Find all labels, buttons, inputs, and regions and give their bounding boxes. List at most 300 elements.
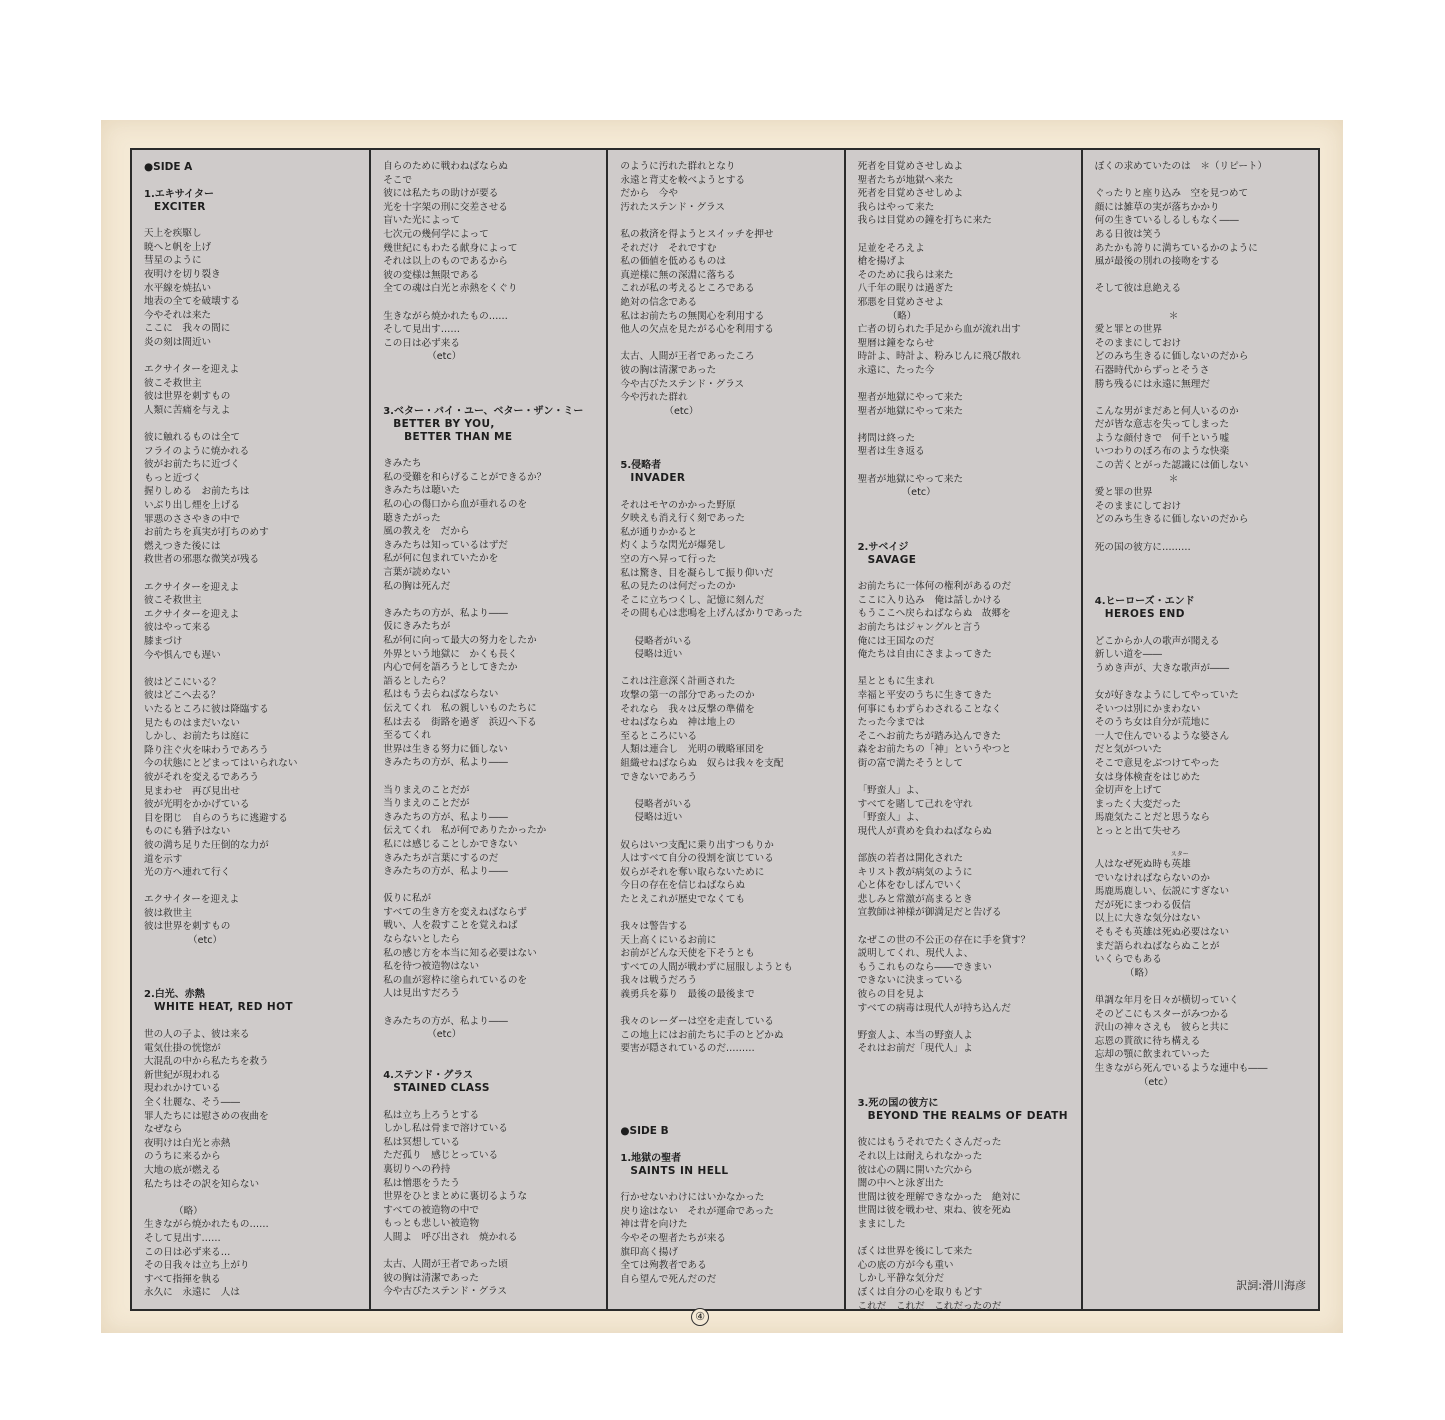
lyric-line: すべての人間が戦わずに屈服しようとも xyxy=(620,961,793,973)
lyric-line: 俺たちは自由にさまよってきた xyxy=(857,649,992,661)
lyric-line: もっとも悲しい被造物 xyxy=(383,1218,480,1230)
lyric-line: 彼はやって来る xyxy=(144,622,212,634)
lyric-line: 彼はどこにいる？ xyxy=(144,676,221,688)
song-title-english: BETTER BY YOU, xyxy=(393,417,495,430)
lyric-line: 組織せねばならぬ 奴らは我々を支配 xyxy=(620,757,784,769)
lyric-line: エクサイターを迎えよ xyxy=(144,608,240,620)
song-title-japanese: 4.ステンド・グラス xyxy=(383,1070,473,1081)
lyric-line: 暁へと帆を上げ xyxy=(144,241,212,253)
lyric-line: ものにも猶予はない xyxy=(144,826,231,838)
lyric-line: 救世者の邪悪な微笑が残る xyxy=(144,554,260,566)
lyric-line: 内心で何を語ろうとしてきたか xyxy=(383,662,518,674)
lyric-line: 単調な年月を日々が横切っていく xyxy=(1094,995,1239,1007)
lyric-line: キリスト教が病気のように xyxy=(857,866,973,878)
lyric-line: 彼には私たちの助けが要る xyxy=(383,188,499,200)
lyric-line: 他人の欠点を見たがる心を利用する xyxy=(620,324,774,336)
lyric-line: しかし私は骨まで溶けている xyxy=(383,1123,508,1135)
lyric-line: そこで意見をぶつけてやった xyxy=(1094,757,1220,769)
lyric-line: お前たちを真実が打ちのめす xyxy=(144,527,269,539)
lyric-line: 馬鹿気たことだと思うなら xyxy=(1094,812,1210,824)
song-title-english: BETTER THAN ME xyxy=(393,430,513,443)
lyric-line: そのままにしておけ xyxy=(1094,500,1182,512)
song-title-english: STAINED CLASS xyxy=(393,1082,490,1094)
lyric-line: 彼の胸は清潔であった xyxy=(383,1272,480,1284)
lyric-line: それ以上は耐えられなかった xyxy=(857,1150,983,1162)
lyric-line: 光を十字架の刑に交差させる xyxy=(383,201,508,213)
lyric-line: 罪人たちには慰さめの夜曲を xyxy=(144,1110,269,1122)
lyric-line: そのままにしておけ xyxy=(1094,337,1182,349)
lyric-line: 彼に触れるものは全て xyxy=(144,432,240,444)
lyric-line: 人類に苦痛を与えよ xyxy=(144,404,231,416)
lyric-line: そのために我らは来た xyxy=(857,269,954,281)
side-heading: ●SIDE A xyxy=(144,161,193,173)
lyric-line: 至るてくれ xyxy=(383,730,432,742)
lyric-line: 仮にきみたちが xyxy=(383,621,451,633)
lyric-line: 地表の全てを破壊する xyxy=(144,296,240,308)
lyric-line: 宣教師は神様が御満足だと告げる xyxy=(857,907,1002,919)
lyric-line: 罪悪のささやきの中で xyxy=(144,513,240,525)
song-title-english: SAVAGE xyxy=(867,553,917,566)
lyric-line: 聖者が地獄にやって来た xyxy=(857,473,964,485)
lyric-line: ままにした xyxy=(857,1218,906,1230)
lyric-line: 人はすべて自分の役割を演じている xyxy=(620,853,774,865)
lyric-line: そもそも英雄は死ぬ必要はない xyxy=(1094,927,1230,939)
lyric-line: 全ては殉教者である xyxy=(620,1260,707,1272)
lyric-line: 人は見出すだろう xyxy=(383,988,460,1000)
lyric-line: いたるところに彼は降臨する xyxy=(144,703,269,715)
lyric-line: 侵略は近い xyxy=(634,812,683,824)
lyric-line: ここに 我々の間に xyxy=(144,323,231,335)
lyric-line: これだ これだ これだったのだ xyxy=(857,1300,1002,1309)
lyric-line: ならないとしたら xyxy=(383,934,460,946)
lyric-line: 語るとしたら？ xyxy=(383,675,451,687)
lyric-line: きみたちの方が、私より―― xyxy=(383,757,508,769)
lyric-line: だが死にまつわる仮信 xyxy=(1094,899,1191,911)
lyric-line: 今や惧んでも遅い xyxy=(144,649,221,661)
lyric-line: 私が何に向って最大の努力をしたか xyxy=(383,635,537,646)
lyric-line: 私を待つ被造物はない xyxy=(383,961,480,973)
lyric-line: まだ語られねばならぬことが xyxy=(1094,940,1220,952)
song-title-english: INVADER xyxy=(630,472,686,485)
lyric-line: だから 今や xyxy=(620,188,678,200)
lyric-line: お前たちに一体何の権利があるのだ xyxy=(857,581,1012,593)
lyric-line: 私には感じることしかできない xyxy=(383,838,518,850)
lyric-line: 私が何に包まれていたかを xyxy=(383,553,499,565)
lyric-line: 旗印高く揚げ xyxy=(620,1246,678,1258)
lyric-line: 我らは目覚めの鐘を打ちに来た xyxy=(857,215,992,227)
lyric-line: きみたちは聴いた xyxy=(383,485,460,497)
lyric-line: 聖者たちが地獄へ来た xyxy=(857,174,954,186)
song-title-japanese: 3.死の国の彼方に xyxy=(857,1097,939,1109)
lyric-line: 風の教えを だから xyxy=(383,526,470,538)
lyric-line: 戻り途はない それが運命であった xyxy=(620,1205,774,1217)
lyric-line: すべての生き方を変えねばならず xyxy=(383,906,527,918)
lyric-line: 盲いた光によって xyxy=(383,215,460,227)
lyric-line: しかし、お前たちは庭に xyxy=(144,731,250,743)
lyric-line: 世の人の子よ、彼は来る xyxy=(144,1029,250,1041)
song-title-english: WHITE HEAT, RED HOT xyxy=(154,1001,293,1014)
lyric-line: 心と体をむしばんでいく xyxy=(857,880,964,892)
lyric-line: 私は冥想している xyxy=(383,1136,460,1148)
lyric-line: 私はもう去らねばならない xyxy=(383,689,499,701)
lyric-line: それだけ それですむ xyxy=(620,242,717,254)
lyric-line: 七次元の幾何学によって xyxy=(383,228,489,240)
lyric-line: 世界をひとまとめに裏切るような xyxy=(383,1191,528,1203)
lyric-line: そいつは別にかまわない xyxy=(1094,703,1201,715)
lyric-line: 戦い、人を殺すことを覚えねば xyxy=(383,920,518,932)
lyric-line: 彼は世界を刺すもの xyxy=(144,921,231,933)
lyric-line: （etc） xyxy=(1138,1076,1173,1088)
lyric-line: 仮りに私が xyxy=(383,893,432,905)
lyric-line: （etc） xyxy=(901,487,936,499)
lyric-line: そして見出す…… xyxy=(144,1232,221,1244)
lyric-line: この地上にはお前たちに手のとどかぬ xyxy=(620,1029,784,1041)
lyric-line: すべて指揮を執る xyxy=(144,1273,221,1285)
lyric-line: 私の価値を低めるものは xyxy=(620,256,726,268)
lyric-line: 顔には雑草の実が落ちかかり xyxy=(1094,201,1220,213)
lyric-line: 燃えつきた後には xyxy=(144,540,221,552)
lyric-line: 沢山の神々さえも 彼らと共に xyxy=(1094,1022,1230,1034)
lyric-line: のうちに来るから xyxy=(144,1151,221,1163)
lyric-line: 当りまえのことだが xyxy=(383,798,470,810)
lyrics-column-1 xyxy=(132,150,369,1309)
lyric-line: 何の生きているしるしもなく―― xyxy=(1094,215,1239,227)
lyric-line: 新しい道を―― xyxy=(1094,649,1162,661)
lyric-line: そこへお前たちが踏み込んできた xyxy=(857,730,1002,742)
lyric-line: 「野蛮人」よ、 xyxy=(857,785,925,797)
lyric-line: 生きながら死んでいるような連中も―― xyxy=(1094,1063,1268,1074)
song-title-english: EXCITER xyxy=(154,200,206,213)
ruby-annotation: スター xyxy=(1170,851,1189,859)
lyric-line: 世間は彼を理解できなかった 絶対に xyxy=(857,1191,1021,1203)
lyric-line: 人間よ 呼び出され 焼かれる xyxy=(383,1231,518,1243)
translator-credit: 訳詞:滑川海彦 xyxy=(1236,1279,1306,1292)
lyric-line: 私が通りかかると xyxy=(620,526,698,538)
lyric-line: 降り注ぐ火を味わうであろう xyxy=(144,744,269,756)
lyric-line: 私の救済を得ようとスイッチを押せ xyxy=(620,228,774,240)
lyric-line: それなら 我々は反撃の準備を xyxy=(620,703,755,715)
lyric-line: 私は驚き、目を凝らして振り仰いだ xyxy=(620,567,774,579)
lyric-line: ぼくは世界を後にして来た xyxy=(857,1246,973,1258)
lyric-line: いくらでもある xyxy=(1094,954,1162,966)
lyric-line: 彼の満ち足りた圧倒的な力が xyxy=(144,839,269,851)
lyric-line: 聖者が地獄にやって来た xyxy=(857,392,964,404)
lyric-line: 説明してくれ、現代人よ、 xyxy=(857,948,974,960)
lyric-line: 侵略者がいる xyxy=(634,635,692,647)
lyric-line: 愛と罪の世界 xyxy=(1094,487,1153,499)
lyric-line: 握りしめる お前たちは xyxy=(144,486,250,498)
lyric-line: たとえこれが歴史でなくても xyxy=(620,893,746,905)
lyric-line: 闇の中へと泳ぎ出た xyxy=(857,1178,944,1190)
song-title-japanese: 2.サベイジ xyxy=(857,541,909,553)
lyric-line: 私はお前たちの無関心を利用する xyxy=(620,310,765,322)
lyric-line: 伝えてくれ 私が何でありたかったか xyxy=(383,825,547,837)
lyric-line: 彼は心の隅に開いた穴から xyxy=(857,1164,973,1176)
lyric-line: のように汚れた群れとなり xyxy=(620,161,736,172)
lyric-line: 要害が隠されているのだ……… xyxy=(620,1043,755,1055)
lyric-line: 悲しみと常激が高まるとき xyxy=(857,893,973,905)
lyric-line: （略） xyxy=(1124,967,1154,979)
lyric-line: 膝まづけ xyxy=(144,636,183,647)
lyric-line: 聴きたがった xyxy=(383,512,441,524)
lyric-line: 私の受難を和らげることができるか？ xyxy=(383,471,547,483)
lyric-line: 一人で住んでいるような婆さん xyxy=(1094,730,1230,742)
lyric-line: 天上高くにいるお前に xyxy=(620,934,717,946)
lyric-line: （etc） xyxy=(427,1029,462,1041)
lyric-line: この苦くとがった認識には価しない xyxy=(1094,460,1249,472)
lyric-line: ぼくは自分の心を取りもどす xyxy=(857,1286,983,1298)
lyric-line: お前たちはジャングルと言う xyxy=(857,622,982,633)
lyric-line: 足並をそろえよ xyxy=(857,242,925,254)
lyric-line: 馬鹿馬鹿しい、伝説にすぎない xyxy=(1094,886,1230,898)
lyric-line: 以上に大きな気分はない xyxy=(1094,913,1201,925)
lyric-line: 今や古びたステンド・グラス xyxy=(383,1286,507,1298)
lyric-line: 我々は戦うだろう xyxy=(620,975,698,987)
lyric-line: 太古、人間が王者であったころ xyxy=(620,351,755,363)
song-title-english: BEYOND THE REALMS OF DEATH xyxy=(867,1109,1068,1122)
lyric-line: 奴らはいつ支配に乗り出すつもりか xyxy=(620,839,774,851)
lyric-line: （略） xyxy=(174,1205,203,1217)
lyric-line: 人類は連合し 光明の戦略軍団を xyxy=(620,744,765,756)
lyric-line: 夕映えも消え行く刻であった xyxy=(620,513,746,525)
lyric-line: 全く壮麗な、そう―― xyxy=(144,1097,240,1108)
lyric-line: とっとと出て失せろ xyxy=(1094,825,1181,837)
lyric-line: すべての被造物の中で xyxy=(383,1204,479,1216)
lyric-line: 森をお前たちの「神」というやつと xyxy=(857,744,1012,756)
lyric-line: 私は去る 街路を過ぎ 浜辺へ下る xyxy=(383,716,537,728)
lyric-line: （略） xyxy=(887,310,917,322)
lyric-line: 永久に 永遠に 人は xyxy=(144,1287,240,1299)
lyric-line: 今や古びたステンド・グラス xyxy=(620,378,745,390)
lyric-line: 今の状態にとどまってはいられない xyxy=(144,758,298,770)
lyric-line: 自らのために戦わねばならぬ xyxy=(383,161,508,172)
lyric-line: まったく大変だった xyxy=(1094,798,1182,810)
lyric-line: いつわりのぼろ布のような快楽 xyxy=(1094,446,1230,458)
song-title-japanese: 1.地獄の聖者 xyxy=(620,1152,682,1164)
song-title-japanese: 3.ベター・バイ・ユー、ベター・ザン・ミー xyxy=(383,405,584,417)
lyric-line: どのみち生きるに価しないのだから xyxy=(1094,351,1249,363)
lyrics-column-5 xyxy=(1081,150,1318,1309)
lyric-line: 私は憎悪をうたう xyxy=(383,1177,460,1189)
lyric-line: それは以上のものであるから xyxy=(383,256,508,268)
lyric-line: 彼がそれを変えるであろう xyxy=(144,771,260,783)
lyric-line: そして見出す…… xyxy=(383,324,460,336)
lyric-line: 今日の存在を信じねばならぬ xyxy=(620,880,746,892)
lyric-line: ＊ xyxy=(1168,473,1179,485)
lyric-line: ぼくの求めていたのは ＊（リピート） xyxy=(1094,161,1268,172)
lyric-line: 今や汚れた群れ xyxy=(620,392,688,404)
lyric-line: 絶対の信念である xyxy=(620,296,698,308)
lyric-line: （etc） xyxy=(188,935,223,947)
lyric-line: 現われかけている xyxy=(144,1083,221,1095)
lyric-line: 野蛮人よ、本当の野蛮人よ xyxy=(857,1029,973,1041)
lyric-line: エクサイターを迎えよ xyxy=(144,894,240,906)
lyric-line: その日我々は立ち上がり xyxy=(144,1260,250,1272)
lyric-line: エクサイターを迎えよ xyxy=(144,581,240,593)
lyric-line: 空の方へ昇って行った xyxy=(620,554,717,566)
lyric-line: それはモヤのかかった野原 xyxy=(620,499,736,511)
lyric-line: それはお前だ「現代人」よ xyxy=(857,1043,973,1055)
lyric-line: 愛と罪との世界 xyxy=(1094,324,1162,336)
lyric-line: ここに入り込み 俺は話しかける xyxy=(857,594,1002,606)
lyric-line: 彼は救世主 xyxy=(144,907,192,919)
lyric-line: 私の胸は死んだ xyxy=(383,580,451,592)
lyric-line: そこで xyxy=(383,174,412,186)
lyric-line: 大地の底が燃える xyxy=(144,1164,221,1176)
lyric-line: 忘恩の貰欲に待ち構える xyxy=(1094,1035,1201,1047)
song-title-japanese: 1.エキサイター xyxy=(144,188,215,200)
lyric-line: 金切声を上げて xyxy=(1094,785,1162,797)
lyric-line: 天上を疾駆し xyxy=(144,228,202,240)
lyric-line: いぶり出し煙を上げる xyxy=(144,500,240,512)
lyric-line: 「野蛮人」よ、 xyxy=(857,812,925,824)
lyric-line: 侵略は近い xyxy=(634,649,683,661)
side-heading: ●SIDE B xyxy=(620,1124,669,1137)
lyric-line: 世界は生きる努力に価しない xyxy=(383,743,508,755)
lyric-line: 彼が光明をかかげている xyxy=(144,799,250,811)
lyric-line: 炎の刻は間近い xyxy=(144,336,212,348)
lyric-line: 我らはやって来た xyxy=(857,201,935,213)
lyric-line: しかし平静な気分だ xyxy=(857,1273,944,1285)
lyric-line: ただ孤り 感じとっている xyxy=(383,1150,499,1162)
lyric-line: 部族の若者は開化された xyxy=(857,853,964,865)
lyric-line: 我々は警告する xyxy=(620,921,688,933)
lyric-line: 侵略者がいる xyxy=(634,798,692,810)
lyric-line: 神は背を向けた xyxy=(620,1219,688,1231)
lyric-line: なぜこの世の不公正の存在に手を貸す？ xyxy=(857,934,1031,946)
lyric-line: ぐったりと座り込み 空を見つめて xyxy=(1094,188,1249,200)
lyric-line: すべてを賭して己れを守れ xyxy=(857,798,973,810)
lyric-line: 女は身体検査をはじめた xyxy=(1094,771,1201,783)
lyric-line: でいなければならないのか xyxy=(1094,872,1210,884)
lyric-line: この日は必ず来る… xyxy=(144,1246,231,1258)
lyric-line: この日は必ず来る xyxy=(383,337,460,349)
song-title-english: HEROES END xyxy=(1104,608,1185,620)
lyric-line: そのうち女は自分が荒地に xyxy=(1094,717,1210,729)
lyric-line: 新世紀が現われる xyxy=(144,1069,221,1081)
lyric-line: 今やその聖者たちが来る xyxy=(620,1232,726,1244)
lyric-line: そこに立ちつくし、記憶に刻んだ xyxy=(620,594,765,606)
lyric-line: きみたちの方が、私より―― xyxy=(383,607,508,619)
lyric-line: 邪悪を目覚めさせよ xyxy=(857,296,944,308)
lyric-line: 私たちはその訳を知らない xyxy=(144,1178,260,1190)
lyric-line: ある日彼は笑う xyxy=(1094,228,1162,240)
song-title-japanese: 2.白光、赤熱 xyxy=(144,989,205,1001)
lyrics-panel xyxy=(130,148,1320,1311)
lyric-line: 言葉が読めない xyxy=(383,567,451,579)
song-title-japanese: 5.侵略者 xyxy=(620,460,662,472)
lyric-line: 攻撃の第一の部分であったのか xyxy=(620,689,755,701)
lyric-line: 死者を目覚めさせしぬよ xyxy=(857,161,964,172)
lyric-line: もうこれものなら――できまい xyxy=(857,961,992,973)
lyrics-column-4 xyxy=(844,150,1081,1309)
lyric-line: （etc） xyxy=(427,351,462,363)
lyric-line: たった今までは xyxy=(857,717,925,729)
lyric-line: 真逆様に無の深淵に落ちる xyxy=(620,269,736,281)
lyric-line: 夜明けは白光と赤熱 xyxy=(144,1137,231,1149)
lyric-line: 槍を揚げよ xyxy=(857,256,906,268)
lyric-line: だと気がついた xyxy=(1094,744,1162,756)
lyric-line: 人はなぜ死ぬ時も英雄 xyxy=(1094,859,1191,871)
lyric-line: 永遠に、たった今 xyxy=(857,364,935,376)
lyric-line: きみたち xyxy=(383,458,422,470)
lyric-line: 八千年の眠りは過ぎた xyxy=(857,283,954,295)
lyric-line: お前がどんな天使を下そうとも xyxy=(620,948,755,960)
lyric-line: きみたちが言葉にするのだ xyxy=(383,852,499,864)
lyric-line: 自ら望んで死んだのだ xyxy=(620,1273,717,1285)
lyric-line: 電気仕掛の恍惚が xyxy=(144,1042,221,1054)
lyric-line: 彼こそ救世主 xyxy=(144,377,202,389)
lyric-line: 行かせないわけにはいかなかった xyxy=(620,1192,765,1204)
lyric-line: 生きながら焼かれたもの…… xyxy=(383,310,508,322)
lyric-line: 拷問は終った xyxy=(857,432,916,444)
lyric-line: 聖者は生き返る xyxy=(857,446,925,458)
lyric-line: そのどこにもスターがみつかる xyxy=(1094,1008,1229,1020)
lyric-line: こんな男がまだあと何人いるのか xyxy=(1094,405,1239,417)
lyric-line: できないであろう xyxy=(620,771,698,783)
lyric-line: 生きながら焼かれたもの…… xyxy=(144,1219,269,1231)
lyric-line: 彼らの目を見よ xyxy=(857,989,925,1001)
lyric-line: 見まわせ 再び見出せ xyxy=(144,785,240,797)
lyric-line: 街の富で満たそうとして xyxy=(857,757,964,769)
lyric-line: 永遠と背丈を較べようとする xyxy=(620,174,746,186)
lyric-line: なぜなら xyxy=(144,1124,183,1136)
lyric-line: 星とともに生まれ xyxy=(857,676,935,688)
lyric-line: どこからか人の歌声が聞える xyxy=(1094,635,1220,647)
lyric-line: 彗星のように xyxy=(144,255,202,267)
lyric-line: 亡者の切られた手足から血が流れ出す xyxy=(857,324,1021,336)
lyric-line: 彼にはもうそれでたくさんだった xyxy=(857,1137,1002,1149)
lyric-line: ような顔付きで 何千という嘘 xyxy=(1094,432,1230,444)
lyric-line: フライのように焼かれる xyxy=(144,445,250,457)
lyric-line: ＊ xyxy=(1168,310,1179,322)
lyric-line: 幸福と平安のうちに生きてきた xyxy=(857,689,992,701)
lyric-line: （etc） xyxy=(664,405,699,417)
lyric-line: 聖暦は鐘をならせ xyxy=(857,337,935,349)
lyric-line: 太古、人間が王者であった頃 xyxy=(383,1259,508,1271)
lyric-line: 私の見たのは何だったのか xyxy=(620,581,736,593)
song-title-english: SAINTS IN HELL xyxy=(630,1164,729,1177)
lyric-line: もうここへ戻らねばならぬ 故郷を xyxy=(857,608,1011,620)
lyric-line: だが皆な意志を失ってしまった xyxy=(1094,419,1230,431)
lyric-line: 聖者が地獄にやって来た xyxy=(857,405,964,417)
lyric-line: 彼はどこへ去る？ xyxy=(144,690,221,702)
lyric-line: 時計よ、時計よ、粉みじんに飛び散れ xyxy=(857,351,1021,363)
lyric-line: あたかも誇りに満ちているかのように xyxy=(1094,242,1258,254)
lyric-line: 彼は世界を刺すもの xyxy=(144,391,231,403)
lyric-line: 道を示す xyxy=(144,853,183,865)
lyric-line: 彼こそ救世主 xyxy=(144,595,202,607)
lyric-line: 水平線を焼払い xyxy=(144,282,212,294)
lyric-line: 現代人が責めを負わねばならぬ xyxy=(857,825,992,837)
lyric-line: どのみち生きるに価しないのだから xyxy=(1094,514,1249,526)
lyric-line: 私の感じ方を本当に知る必要はない xyxy=(383,947,537,959)
lyric-line: これが私の考えるところである xyxy=(620,283,755,295)
lyric-line: 私の血が窓枠に塗られているのを xyxy=(383,974,528,986)
song-title-japanese: 4.ヒーローズ・エンド xyxy=(1094,596,1195,607)
lyric-line: 石器時代からずっとそうさ xyxy=(1094,364,1210,376)
lyric-line: 死者を目覚めさせしめよ xyxy=(857,188,964,200)
lyric-line: エクサイターを迎えよ xyxy=(144,364,240,376)
lyric-line: 伝えてくれ 私の親しいものたちに xyxy=(383,702,537,714)
lyric-line: 女が好きなようにしてやっていた xyxy=(1094,689,1239,701)
lyric-line: 裏切りへの矜持 xyxy=(383,1163,451,1175)
lyric-line: 忘却の顎に飲まれていった xyxy=(1094,1049,1210,1061)
lyric-line: きみたちの方が、私より―― xyxy=(383,1015,508,1027)
lyric-line: 今やそれは来た xyxy=(144,309,212,321)
lyric-line: 世間は彼を戦わせ、束ね、彼を死ぬ xyxy=(857,1205,1011,1217)
lyric-line: 外界という地獄に かくも長く xyxy=(383,648,518,660)
